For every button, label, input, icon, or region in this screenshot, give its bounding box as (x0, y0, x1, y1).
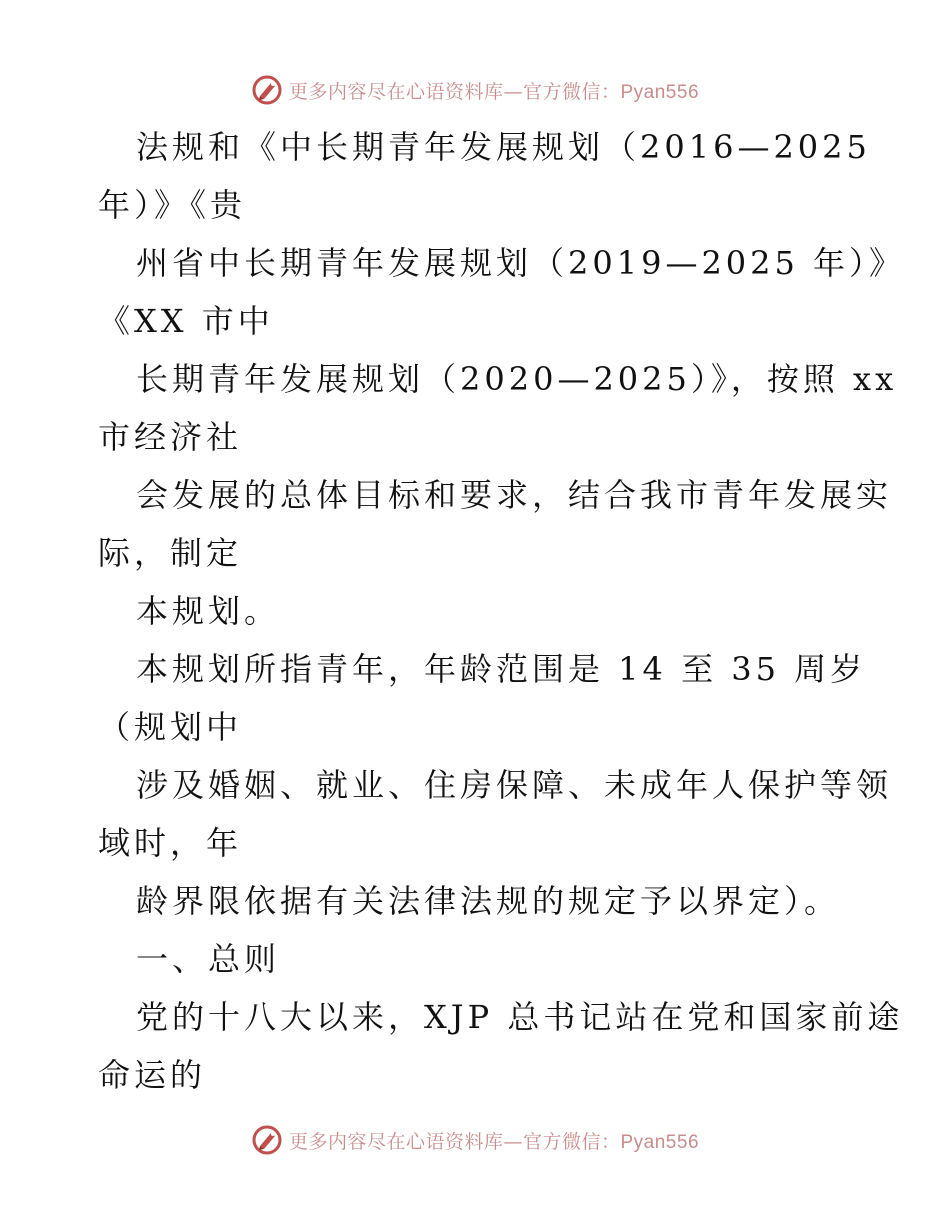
text-line: 州省中长期青年发展规划（2019—2025 年）》 (136, 244, 906, 282)
footer-watermark (0, 1120, 950, 1160)
text-line: 党的十八大以来，XJP 总书记站在党和国家前途 (136, 998, 904, 1036)
text-line: 本规划。 (136, 592, 281, 630)
text-line: 《XX 市中 (98, 302, 274, 340)
text-line: 年）》《贵 (98, 186, 247, 224)
document-body (98, 118, 906, 1104)
text-line: 际，制定 (98, 534, 243, 572)
text-line: 市经济社 (98, 418, 243, 456)
text-line: 法规和《中长期青年发展规划（2016—2025 (136, 128, 871, 166)
text-line: 本规划所指青年，年龄范围是 14 至 35 周岁 (136, 650, 867, 688)
watermark-text: 更多内容尽在心语资料库—官方微信：Pyan556 (288, 1130, 700, 1153)
text-line: 会发展的总体目标和要求，结合我市青年发展实 (136, 476, 893, 514)
watermark-text: 更多内容尽在心语资料库—官方微信：Pyan556 (288, 80, 700, 103)
section-heading: 一、总则 (136, 940, 281, 978)
text-line: 长期青年发展规划（2020—2025）》，按照 xx (136, 360, 898, 398)
pen-logo-icon (251, 1124, 283, 1156)
text-line: 涉及婚姻、就业、住房保障、未成年人保护等领 (136, 766, 893, 804)
text-line: 域时，年 (98, 824, 243, 862)
text-line: 命运的 (98, 1056, 207, 1094)
pen-logo-icon (251, 74, 283, 106)
text-line: 龄界限依据有关法律法规的规定予以界定）。 (136, 882, 841, 920)
header-watermark (0, 70, 950, 110)
text-line: （规划中 (98, 708, 243, 746)
